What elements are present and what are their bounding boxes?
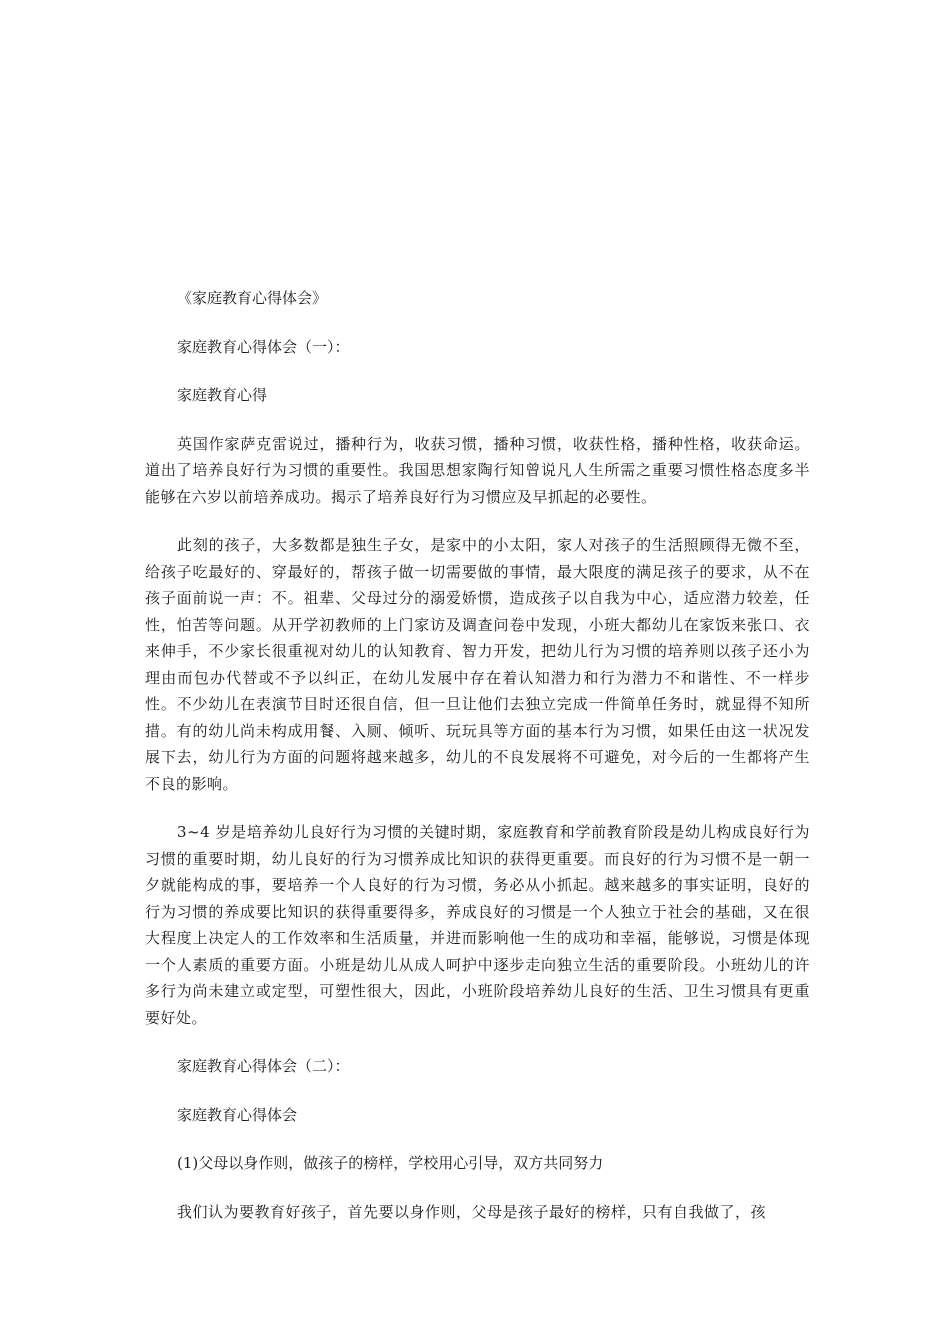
paragraph-2: 此刻的孩子，大多数都是独生子女，是家中的小太阳，家人对孩子的生活照顾得无微不至，给孩子吃最好的、穿最好的，帮孩子做一切需要做的事情，最大限度的满足孩子的要求，从不在孩子面前说一声：不。祖辈、父母过分的溺爱娇惯，造成孩子以自我为中心，适应潜力较差，任性，怕苦等问题。从开学初教师的上门家访及调查问卷中发现，小班大都幼儿在家饭来张口、衣来伸手，不少家长很重视对幼儿的认知教育、智力开发，把幼儿行为习惯的培养则以孩子还小为理由而包办代替或不予以纠正，在幼儿发展中存在着认知潜力和行为潜力不和谐性、不一样步性。不少幼儿在表演节目时还很自信，但一旦让他们去独立完成一件简单任务时，就显得不知所措。有的幼儿尚未构成用餐、入厕、倾听、玩玩具等方面的基本行为习惯，如果任由这一状况发展下去，幼儿行为方面的问题将越来越多，幼儿的不良发展将不可避免，对今后的一生都将产生不良的影响。 (145, 536, 810, 793)
document-body (145, 285, 810, 1225)
point-1: (1)父母以身作则，做孩子的榜样，学校用心引导，双方共同努力 (177, 1154, 604, 1172)
section-1-heading: 家庭教育心得体会（一）： (177, 337, 350, 356)
paragraph-4: 我们认为要教育好孩子，首先要以身作则，父母是孩子最好的榜样，只有自我做了，孩 (177, 1202, 767, 1221)
paragraph-1: 英国作家萨克雷说过，播种行为，收获习惯，播种习惯，收获性格，播种性格，收获命运。道出了培养良好行为习惯的重要性。我国思想家陶行知曾说凡人生所需之重要习惯性格态度多半能够在六岁以前培养成功。揭示了培养良好行为习惯应及早抓起的必要性。 (145, 434, 810, 506)
document-title: 《家庭教育心得体会》 (177, 289, 328, 307)
section-1-subheading: 家庭教育心得 (177, 386, 268, 404)
section-2-subheading: 家庭教育心得体会 (177, 1105, 298, 1124)
paragraph-3: 3~4 岁是培养幼儿良好行为习惯的关键时期，家庭教育和学前教育阶段是幼儿构成良好行为习惯的重要时期，幼儿良好的行为习惯养成比知识的获得更重要。而良好的行为习惯不是一朝一夕就能构成的事，要培养一个人良好的行为习惯，务必从小抓起。越来越多的事实证明，良好的行为习惯的养成要比知识的获得重要得多，养成良好的习惯是一个人独立于社会的基础，又在很大程度上决定人的工作效率和生活质量，并进而影响他一生的成功和幸福，能够说，习惯是体现一个人素质的重要方面。小班是幼儿从成人呵护中逐步走向独立生活的重要阶段。小班幼儿的许多行为尚未建立或定型，可塑性很大，因此，小班阶段培养幼儿良好的生活、卫生习惯具有更重要好处。 (145, 823, 810, 1027)
section-2-heading: 家庭教育心得体会（二）： (177, 1057, 350, 1075)
